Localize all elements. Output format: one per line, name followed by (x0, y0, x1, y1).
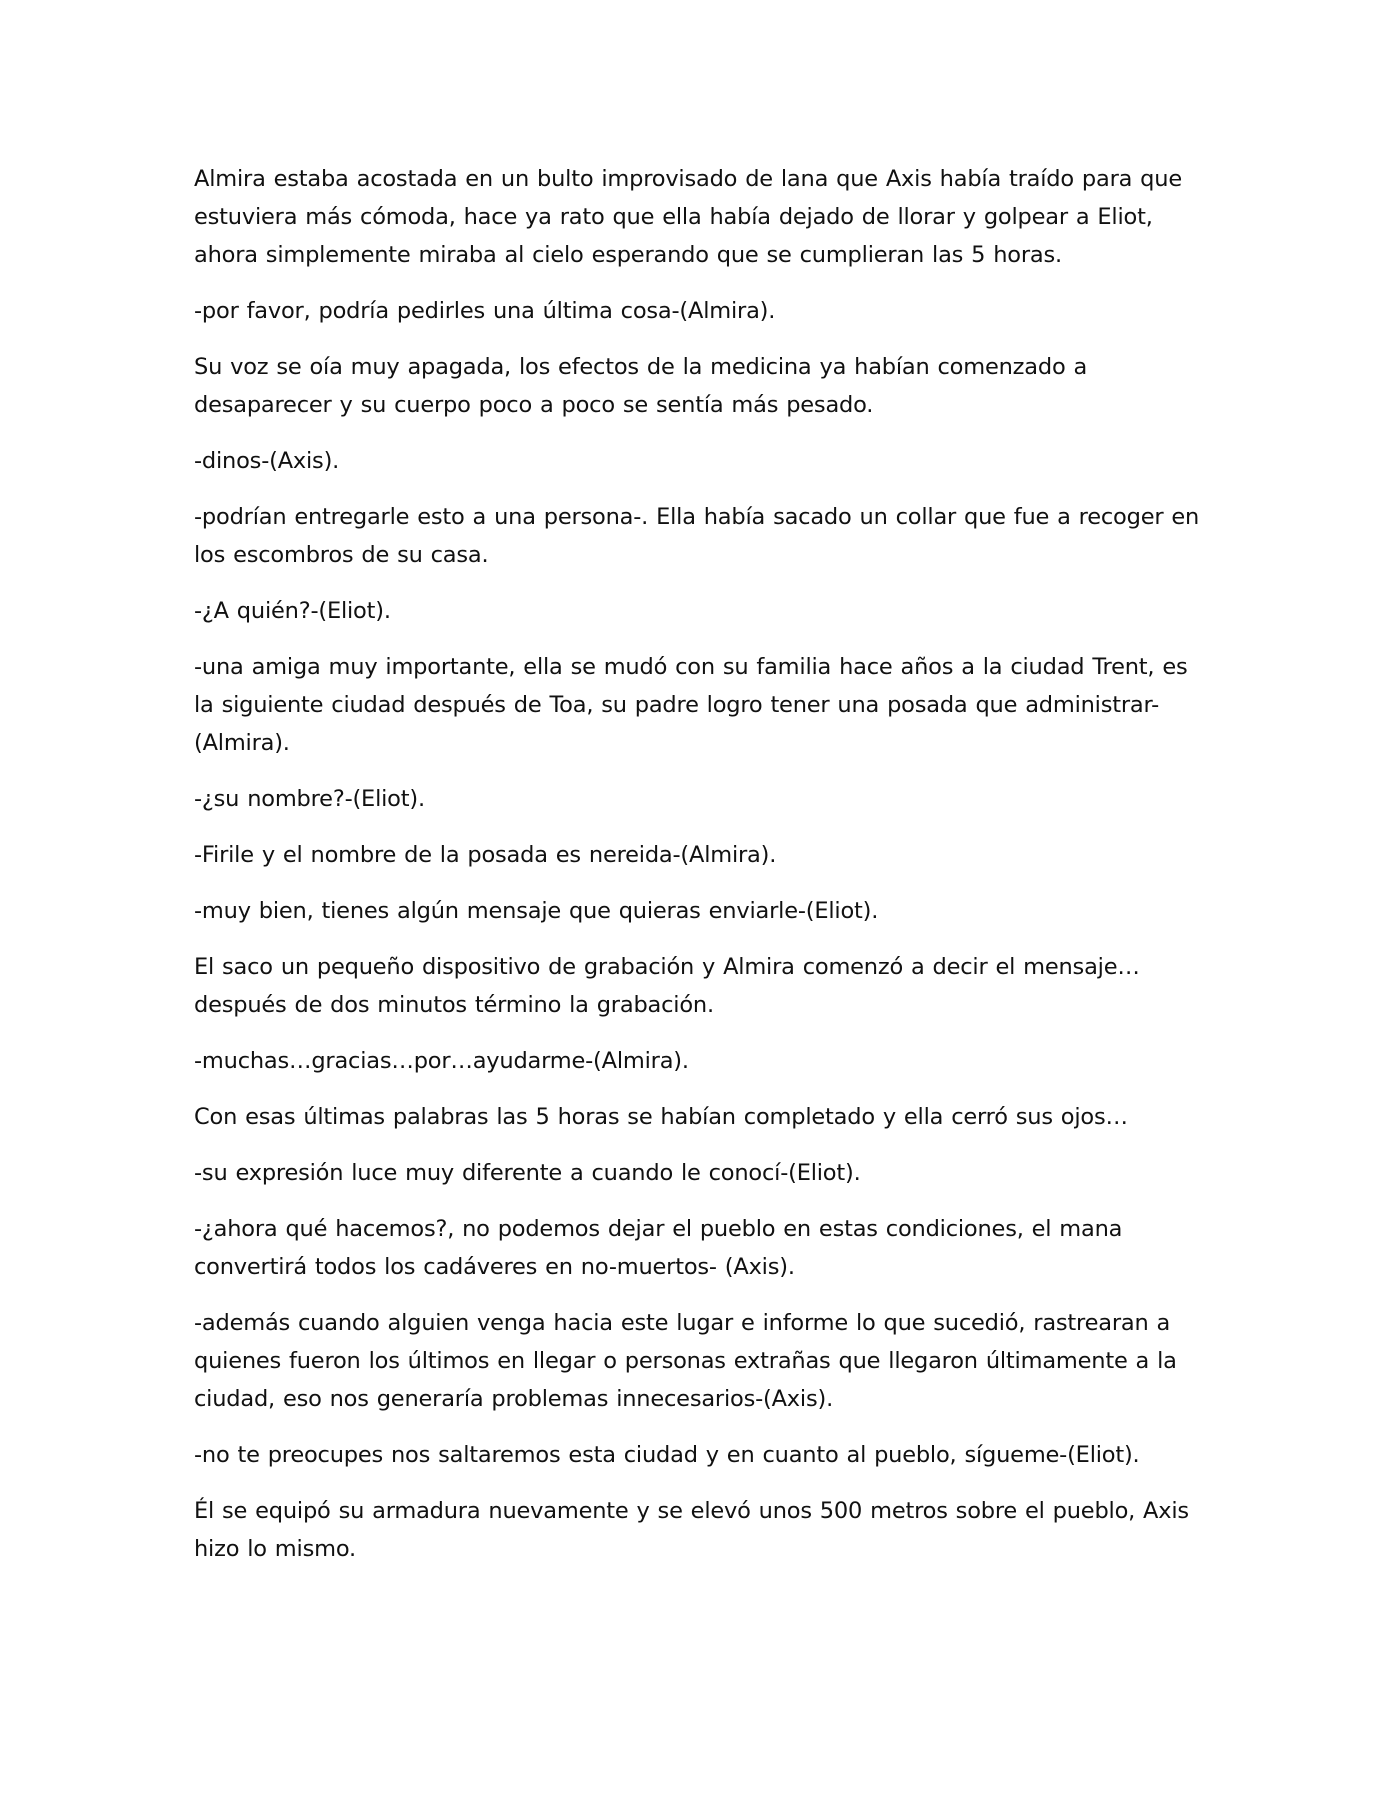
paragraph: -podrían entregarle esto a una persona-. Ella había sacado un collar que fue a recoger en los escombros de su casa. (194, 504, 1200, 568)
paragraph: -una amiga muy importante, ella se mudó con su familia hace años a la ciudad Trent, es la siguiente ciudad después de Toa, su padre logro tener una posada que administrar-(Almira). (194, 654, 1188, 756)
paragraph: Él se equipó su armadura nuevamente y se elevó unos 500 metros sobre el pueblo, Axis hizo lo mismo. (194, 1498, 1189, 1562)
paragraph: Almira estaba acostada en un bulto improvisado de lana que Axis había traído para que estuviera más cómoda, hace ya rato que ella había dejado de llorar y golpear a Eliot, ahora simplemente miraba al cielo esperando que se cumplieran las 5 horas. (194, 166, 1182, 268)
document-body (194, 160, 1214, 1586)
paragraph: -Firile y el nombre de la posada es nereida-(Almira). (194, 842, 777, 868)
paragraph: -su expresión luce muy diferente a cuando le conocí-(Eliot). (194, 1160, 861, 1186)
paragraph: -dinos-(Axis). (194, 448, 340, 474)
paragraph: -no te preocupes nos saltaremos esta ciudad y en cuanto al pueblo, sígueme-(Eliot). (194, 1442, 1140, 1468)
paragraph: -además cuando alguien venga hacia este lugar e informe lo que sucedió, rastrearan a quienes fueron los últimos en llegar o personas extrañas que llegaron últimamente a la ciudad, eso nos generaría problemas innecesarios-(Axis). (194, 1310, 1177, 1412)
paragraph: Con esas últimas palabras las 5 horas se habían completado y ella cerró sus ojos… (194, 1104, 1128, 1130)
paragraph: -¿A quién?-(Eliot). (194, 598, 391, 624)
paragraph: -muchas…gracias…por…ayudarme-(Almira). (194, 1048, 689, 1074)
paragraph: El saco un pequeño dispositivo de grabación y Almira comenzó a decir el mensaje…después de dos minutos término la grabación. (194, 954, 1140, 1018)
paragraph: Su voz se oía muy apagada, los efectos de la medicina ya habían comenzado a desaparecer y su cuerpo poco a poco se sentía más pesado. (194, 354, 1088, 418)
paragraph: -¿su nombre?-(Eliot). (194, 786, 425, 812)
paragraph: -muy bien, tienes algún mensaje que quieras enviarle-(Eliot). (194, 898, 879, 924)
paragraph: -¿ahora qué hacemos?, no podemos dejar el pueblo en estas condiciones, el mana convertirá todos los cadáveres en no-muertos- (Axis). (194, 1216, 1123, 1280)
paragraph: -por favor, podría pedirles una última cosa-(Almira). (194, 298, 776, 324)
